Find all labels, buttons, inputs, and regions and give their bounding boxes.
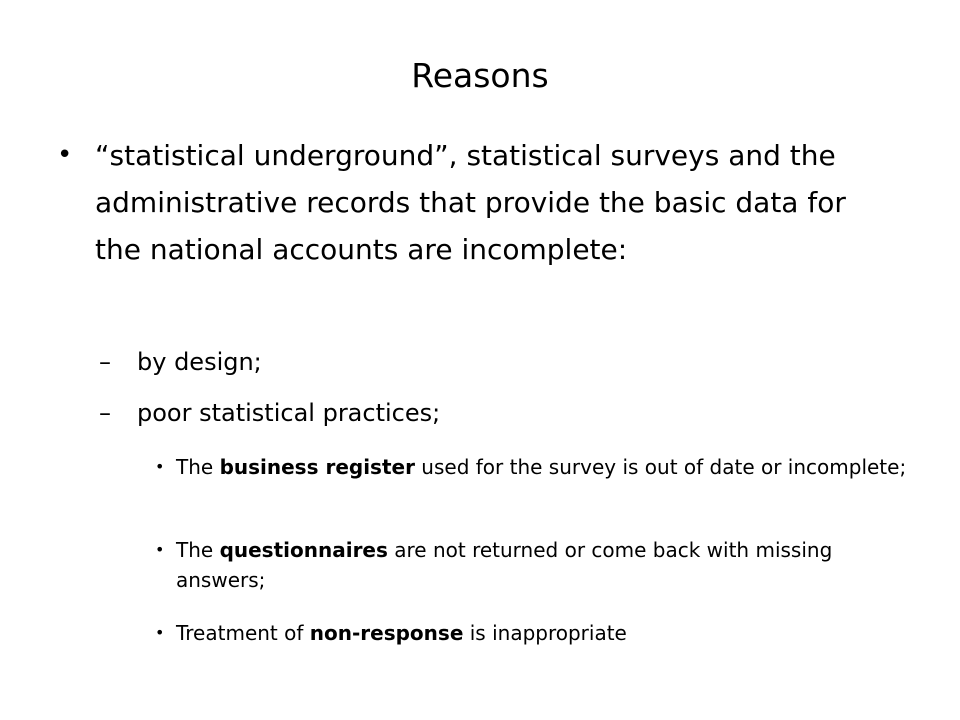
dash-icon: – xyxy=(99,348,111,376)
bullet-icon: • xyxy=(155,540,165,559)
main-bullet-text: “statistical underground”, statistical surveys and the administrative records that provide the basic data for the national accounts are incomplete: xyxy=(95,139,846,266)
sub-sub-item-text-bold: questionnaires xyxy=(219,538,388,562)
slide-title: Reasons xyxy=(411,56,549,95)
sub-sub-item-business-register xyxy=(155,452,916,482)
bullet-icon: • xyxy=(57,140,73,170)
sub-item-text: poor statistical practices; xyxy=(137,399,441,427)
sub-sub-item-text-post: are not returned or come back with missing answers; xyxy=(176,538,833,592)
sub-sub-item-text-post: used for the survey is out of date or incomplete; xyxy=(414,455,907,479)
sub-sub-item-questionnaires xyxy=(155,535,916,595)
sub-sub-item-non-response xyxy=(155,618,916,648)
sub-sub-item-text-pre: The xyxy=(176,538,220,562)
sub-sub-item-text-bold: business register xyxy=(219,455,415,479)
main-bullet-item xyxy=(57,132,865,273)
sub-item-poor-practices xyxy=(99,396,441,430)
dash-icon: – xyxy=(99,399,111,427)
sub-item-text: by design; xyxy=(137,348,262,376)
sub-sub-item-text-pre: Treatment of xyxy=(176,621,310,645)
sub-sub-item-text-post: is inappropriate xyxy=(463,621,627,645)
sub-sub-item-text-pre: The xyxy=(176,455,220,479)
sub-item-by-design xyxy=(99,345,262,379)
sub-sub-item-text-bold: non-response xyxy=(309,621,464,645)
bullet-icon: • xyxy=(155,623,165,642)
bullet-icon: • xyxy=(155,457,165,476)
